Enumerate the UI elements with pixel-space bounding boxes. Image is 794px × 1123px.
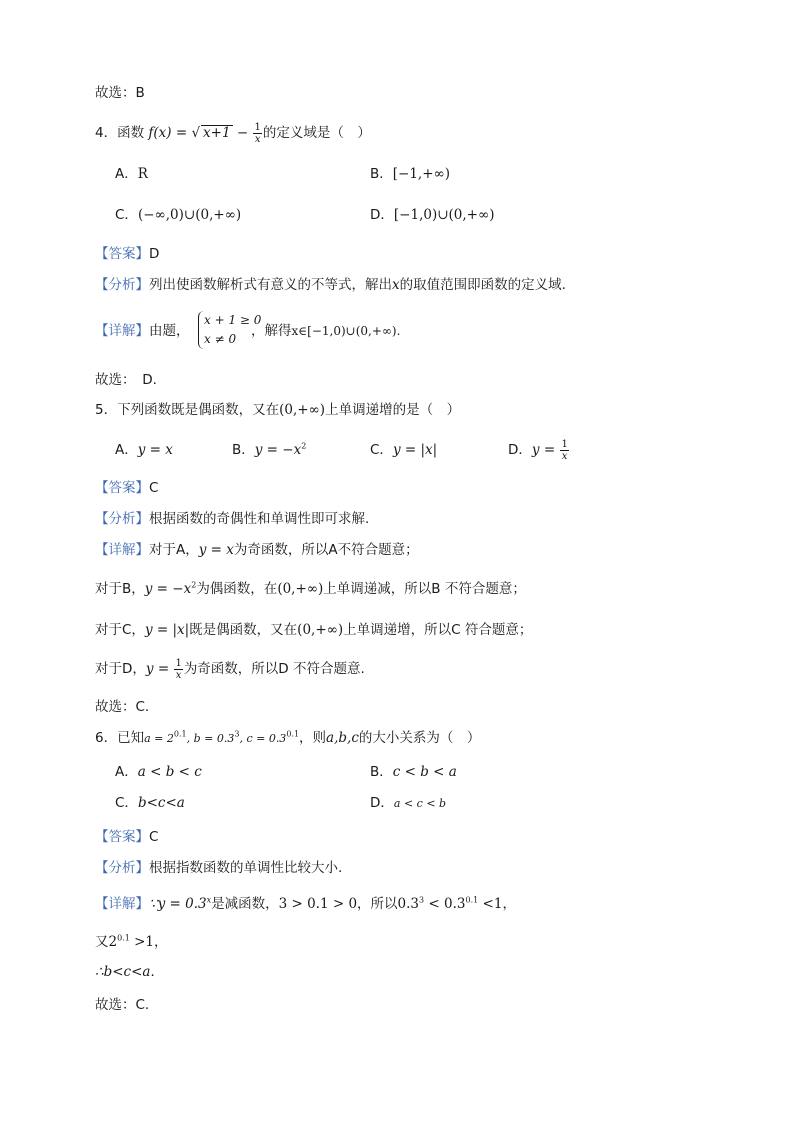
q6-answer [95,828,158,846]
q5-detail-2 [95,580,526,598]
detail-interval: (0,+∞) [297,622,344,638]
q5-option-a [115,441,173,459]
q5-option-b [232,441,306,459]
q4-option-c [115,206,241,224]
q5-detail-4 [95,656,365,682]
option-label: D． [370,207,394,223]
option-text: y = −x [254,442,302,458]
minus-sign: − [232,125,253,141]
analysis-text: 根据指数函数的单调性比较大小. [149,860,343,876]
fraction [174,658,182,681]
detail-text: 对于D， [95,661,146,677]
detail-math: y = |x| [144,622,190,638]
option-text: (−∞,0)∪(0,+∞) [137,207,242,223]
fraction [560,439,568,462]
q6-analysis [95,859,342,877]
detail-math: y = [145,661,174,677]
detail-math: 2 [108,934,118,950]
answer-value: C [149,480,159,496]
q4-option-a [115,165,148,183]
given-math: , b = 0.3 [186,732,235,745]
option-text: b<c<a [137,795,185,811]
detail-text: 对于C， [95,622,145,638]
detail-math: x∈[−1,0)∪(0,+∞). [291,324,401,338]
option-label: A． [115,166,138,182]
detail-text: 为偶函数，在 [196,581,278,597]
detail-text: 为奇函数，所以A不符合题意； [233,542,419,558]
sqrt-sign: √ [191,125,201,141]
fraction-denominator: x [254,133,261,145]
q6-option-d [370,794,446,813]
fraction-denominator: x [175,669,182,681]
q6-choose [95,996,149,1014]
detail-math: < 0.3 [424,896,466,912]
stem-text: ，则 [299,730,327,746]
detail-tag: 【详解】 [95,323,149,339]
option-label: C． [370,442,393,458]
answer-value: D [149,246,160,262]
option-text: y = |x| [392,442,438,458]
choose-text: 故选： D. [95,372,157,388]
q6-detail-2 [95,933,168,951]
q6-option-c [115,794,185,812]
q5-detail-1 [95,541,419,559]
q3-choose-line [95,84,145,102]
option-text: R [137,166,148,182]
q4-detail [95,322,190,340]
q4-answer [95,245,159,263]
q4-option-b [370,165,450,183]
q5-detail-3 [95,621,532,639]
q5-choose [95,698,149,716]
option-label: B． [370,166,393,182]
option-text: [−1,+∞) [392,166,451,182]
q6-stem [95,729,480,748]
option-label: A． [115,764,138,780]
detail-math: 0.3 [397,896,420,912]
stem-variables: a,b,c [326,730,359,746]
option-label: B． [232,442,255,458]
answer-value: C [149,829,159,845]
q5-analysis [95,510,369,528]
option-label: C． [115,795,138,811]
detail-text: 上单调递减，所以B 不符合题意； [323,581,526,597]
q6-detail-1 [95,895,516,913]
q5-stem [95,401,460,419]
option-text: a < c < b [393,797,447,810]
q6-detail-3 [95,963,164,981]
detail-math: y = −x [144,581,192,597]
stem-text: 上单调递增的是（ ） [325,402,461,418]
detail-math: 3 > 0.1 > 0 [278,896,358,912]
choose-text: 故选：C. [95,997,150,1013]
option-label: C． [115,207,138,223]
stem-text: 函数 [117,125,145,141]
analysis-text: 根据函数的奇偶性和单调性即可求解. [149,511,370,527]
answer-tag: 【答案】 [95,480,149,496]
given-exponent: 0.1 [286,729,300,739]
detail-text: ， [502,896,516,912]
given-exponent: 0.1 [173,729,187,739]
q5-option-d [508,437,570,463]
q4-detail-solution [251,322,400,340]
system-line-2: x ≠ 0 [204,332,237,346]
option-text: [−1,0)∪(0,+∞) [393,207,495,223]
stem-text: 下列函数既是偶函数，又在 [117,402,280,418]
option-text: y = x [137,442,173,458]
detail-math: ∵y = 0.3 [149,896,207,912]
detail-math: >1 [129,934,155,950]
stem-interval: (0,+∞) [279,402,326,418]
detail-text: 又 [95,934,109,950]
detail-math: ∴b<c<a [95,964,151,980]
option-exponent: 2 [301,441,307,451]
question-number: 6． [95,730,118,746]
option-text: a < b < c [137,764,202,780]
detail-text: 对于A， [149,542,199,558]
detail-math: y = x [198,542,234,558]
given-exponent: 3 [234,729,240,739]
detail-math: <1 [478,896,503,912]
given-math: , c = 0.3 [239,732,287,745]
detail-exponent: 3 [419,895,425,905]
stem-text: 的定义域是（ ） [262,125,371,141]
analysis-variable: x [392,277,400,293]
detail-text: ，所以 [357,896,398,912]
analysis-text: 的取值范围即函数的定义域. [399,277,566,293]
detail-exponent: 0.1 [117,933,130,943]
fraction [253,122,261,145]
detail-tag: 【详解】 [95,542,149,558]
option-label: A． [115,442,138,458]
detail-exponent: 0.1 [465,895,479,905]
option-label: D． [508,442,532,458]
fraction-numerator: 1 [175,657,182,669]
detail-exponent: x [206,895,212,905]
q5-answer [95,479,158,497]
detail-exponent: 2 [191,580,197,590]
sqrt-body: x+1 [203,125,231,141]
analysis-tag: 【分析】 [95,277,149,293]
q4-analysis [95,276,566,294]
choose-text: 故选：C. [95,699,150,715]
detail-tag: 【详解】 [95,896,149,912]
q4-stem [95,120,371,146]
q5-option-c [370,441,437,459]
question-number: 4． [95,125,118,141]
fraction-numerator: 1 [254,121,261,133]
detail-interval: (0,+∞) [277,581,324,597]
detail-text: 上单调递增，所以C 符合题意； [343,622,533,638]
detail-text: 既是偶函数，又在 [189,622,298,638]
fraction-numerator: 1 [561,438,568,450]
choose-prefix: 故选： [95,85,136,101]
detail-text: 是减函数， [211,896,279,912]
option-label: B． [370,764,393,780]
choose-answer: B [135,85,145,101]
function-lhs: f(x) = [148,125,192,141]
q4-choose [95,371,157,389]
detail-text: 对于B， [95,581,145,597]
q4-option-d [370,206,495,224]
fraction-denominator: x [561,450,568,462]
system-line-1: x + 1 ≥ 0 [204,313,262,327]
analysis-tag: 【分析】 [95,860,149,876]
detail-text: 由题， [149,323,190,339]
stem-text: 的大小关系为（ ） [358,730,481,746]
analysis-text: 列出使函数解析式有意义的不等式，解出 [149,277,392,293]
detail-text: ． [150,964,164,980]
option-text: c < b < a [392,764,457,780]
q6-option-a [115,763,202,781]
stem-text: 已知 [117,730,145,746]
given-math: a = 2 [144,732,174,745]
option-label: D． [370,795,394,811]
detail-text: 为奇函数，所以D 不符合题意. [183,661,365,677]
q6-option-b [370,763,457,781]
analysis-tag: 【分析】 [95,511,149,527]
answer-tag: 【答案】 [95,829,149,845]
detail-text: ， [154,934,168,950]
detail-text: ，解得 [251,323,292,339]
answer-tag: 【答案】 [95,246,149,262]
option-text: y = [531,442,560,458]
question-number: 5． [95,402,118,418]
